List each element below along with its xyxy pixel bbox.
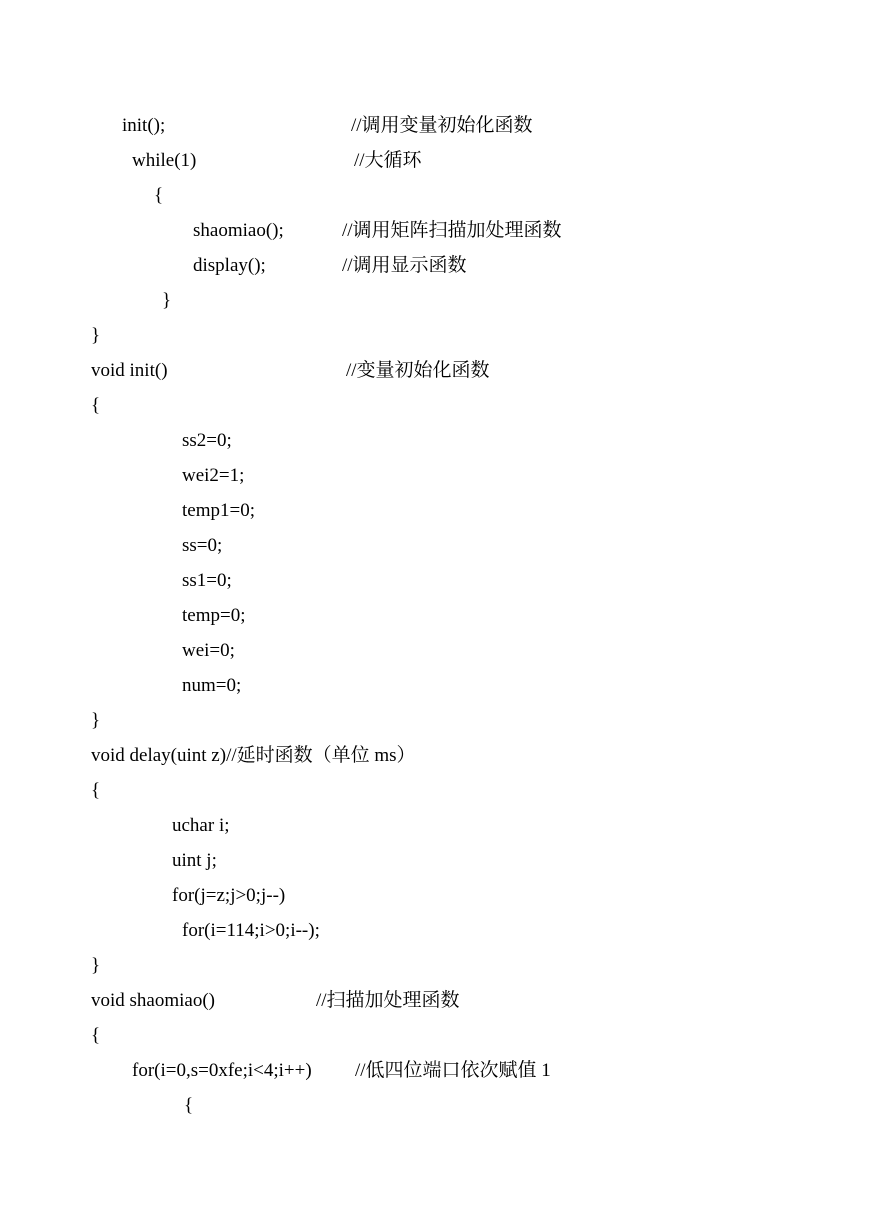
code-text: } bbox=[91, 955, 101, 976]
code-comment: //扫描加处理函数 bbox=[316, 990, 460, 1011]
code-text: for(i=114;i>0;i--); bbox=[182, 920, 320, 941]
code-line bbox=[0, 461, 245, 491]
code-text: uchar i; bbox=[172, 815, 230, 836]
code-line bbox=[0, 601, 246, 631]
code-line bbox=[0, 1021, 101, 1051]
code-text: { bbox=[91, 1025, 101, 1046]
code-text: } bbox=[91, 710, 101, 731]
code-line bbox=[0, 986, 460, 1016]
code-line bbox=[0, 111, 533, 141]
code-text: } bbox=[91, 325, 101, 346]
code-text: void init() bbox=[91, 360, 168, 381]
code-line bbox=[0, 1091, 194, 1121]
code-comment: //调用显示函数 bbox=[342, 255, 467, 276]
code-text: ss1=0; bbox=[182, 570, 232, 591]
code-text: init(); bbox=[122, 115, 166, 136]
code-line bbox=[0, 566, 232, 596]
code-line bbox=[0, 706, 101, 736]
code-text: num=0; bbox=[182, 675, 242, 696]
code-line bbox=[0, 846, 217, 876]
code-line bbox=[0, 391, 101, 421]
code-line bbox=[0, 636, 235, 666]
code-text: void delay(uint z)//延时函数（单位 ms） bbox=[91, 745, 416, 766]
code-line bbox=[0, 811, 230, 841]
code-comment: //调用矩阵扫描加处理函数 bbox=[342, 220, 562, 241]
code-line bbox=[0, 496, 255, 526]
code-text: { bbox=[91, 395, 101, 416]
code-line bbox=[0, 181, 164, 211]
code-text: for(i=0,s=0xfe;i<4;i++) bbox=[132, 1060, 312, 1081]
code-text: ss=0; bbox=[182, 535, 223, 556]
code-line bbox=[0, 146, 422, 176]
code-text: { bbox=[184, 1095, 194, 1116]
code-comment: //低四位端口依次赋值 1 bbox=[355, 1060, 551, 1081]
code-text: uint j; bbox=[172, 850, 217, 871]
code-line bbox=[0, 356, 490, 386]
code-line bbox=[0, 426, 232, 456]
code-line bbox=[0, 531, 223, 561]
code-line bbox=[0, 776, 101, 806]
code-line bbox=[0, 916, 320, 946]
code-text: temp1=0; bbox=[182, 500, 255, 521]
code-line bbox=[0, 286, 172, 316]
code-line bbox=[0, 881, 286, 911]
code-line bbox=[0, 321, 101, 351]
code-line bbox=[0, 951, 101, 981]
code-text: void shaomiao() bbox=[91, 990, 216, 1011]
code-text: for(j=z;j>0;j--) bbox=[172, 885, 286, 906]
code-text: while(1) bbox=[132, 150, 197, 171]
code-text: } bbox=[162, 290, 172, 311]
code-line bbox=[0, 216, 562, 246]
code-line bbox=[0, 741, 416, 771]
code-text: { bbox=[154, 185, 164, 206]
code-line bbox=[0, 1056, 551, 1086]
code-comment: //大循环 bbox=[354, 150, 422, 171]
code-line bbox=[0, 251, 467, 281]
code-comment: //调用变量初始化函数 bbox=[351, 115, 533, 136]
code-text: wei=0; bbox=[182, 640, 235, 661]
code-text: display(); bbox=[193, 255, 266, 276]
code-text: ss2=0; bbox=[182, 430, 232, 451]
code-text: temp=0; bbox=[182, 605, 246, 626]
code-text: wei2=1; bbox=[182, 465, 245, 486]
code-comment: //变量初始化函数 bbox=[346, 360, 490, 381]
code-text: shaomiao(); bbox=[193, 220, 284, 241]
code-line bbox=[0, 671, 242, 701]
code-text: { bbox=[91, 780, 101, 801]
